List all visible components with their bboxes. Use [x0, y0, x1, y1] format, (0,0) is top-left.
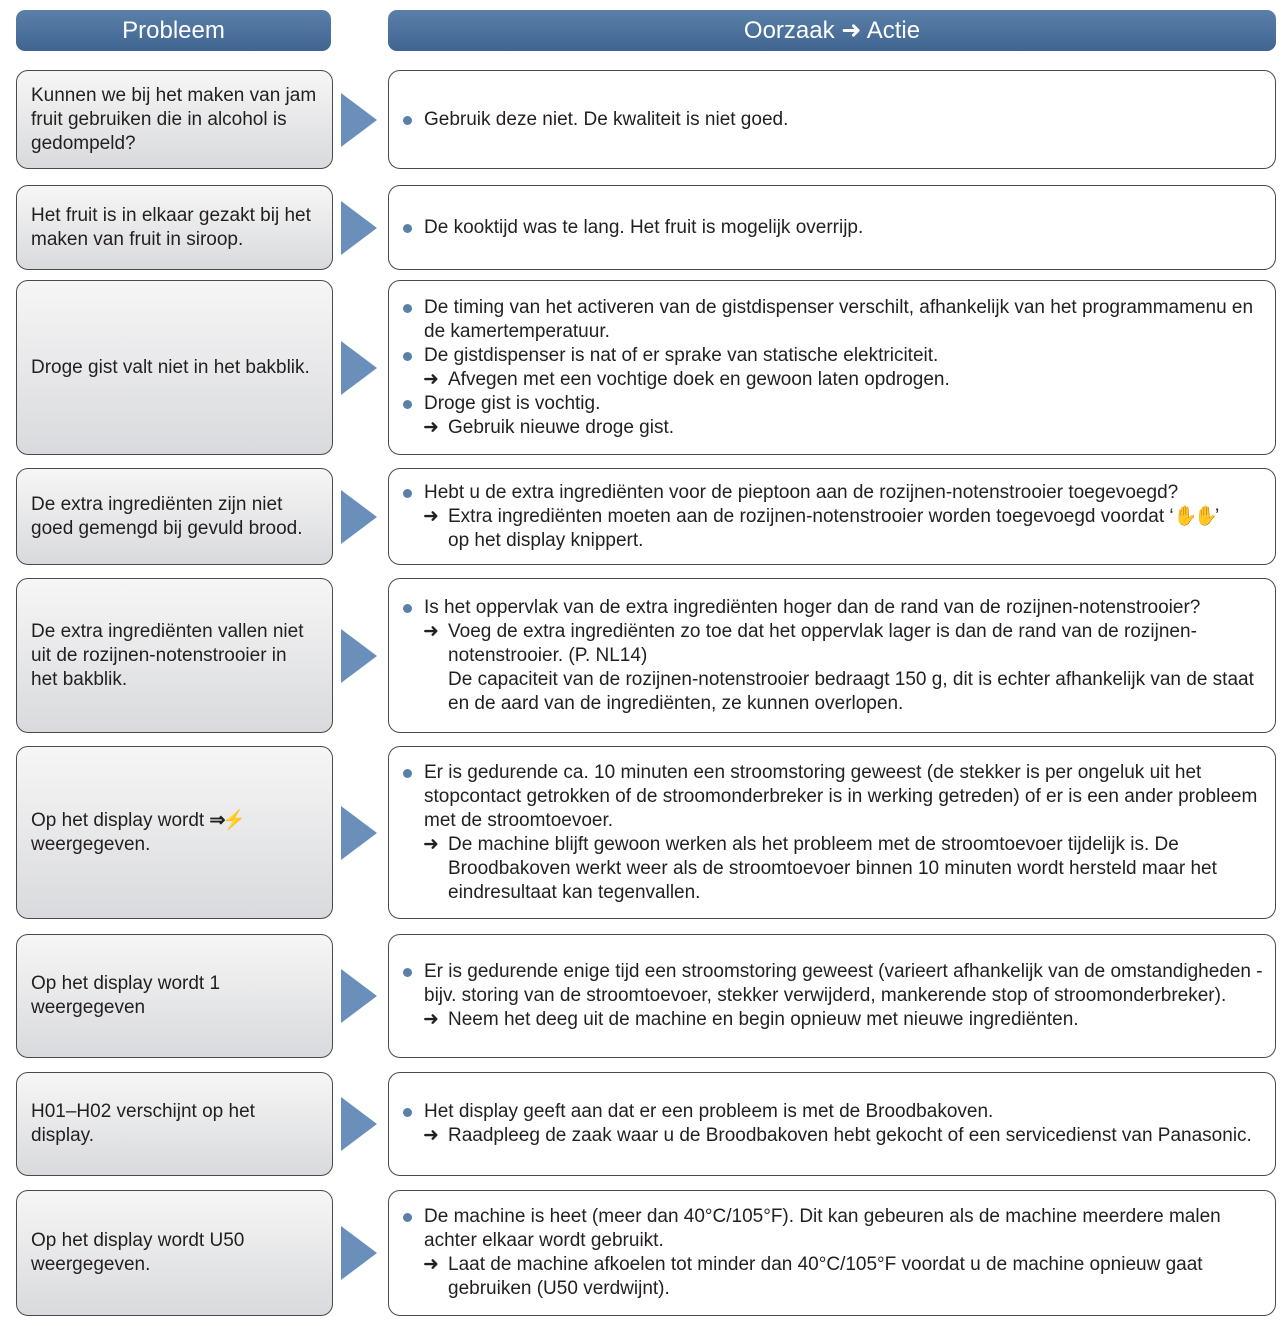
cause-action-cell [388, 70, 1276, 169]
problem-text: De extra ingrediënten zijn niet goed gemengd bij gevuld brood. [31, 493, 303, 539]
hands-icon: ✋✋ [1173, 505, 1215, 527]
problem-cell [16, 934, 333, 1058]
table-row [0, 578, 1284, 733]
table-row [0, 746, 1284, 919]
problem-text: De extra ingrediënten vallen niet uit de rozijnen-notenstrooier in het bakblik. [31, 620, 304, 690]
action-text: De machine blijft gewoon werken als het probleem met de stroomtoevoer tijdelijk is. De Broodbakoven werkt weer als de stroomtoevoer binnen 10 minuten wordt hersteld maar het eindresultaat kan tegenvallen. [448, 833, 1217, 903]
table-row [0, 468, 1284, 565]
problem-cell [16, 468, 333, 565]
bullet-icon [403, 116, 412, 125]
problem-text: Kunnen we bij het maken van jam fruit gebruiken die in alcohol is gedompeld? [31, 84, 317, 154]
triangle-arrow-icon [341, 969, 377, 1023]
triangle-arrow-icon [341, 629, 377, 683]
action-text: Laat de machine afkoelen tot minder dan 40°C/105°F voordat u de machine opnieuw gaat gebruiken (U50 verdwijnt). [448, 1254, 1203, 1299]
cause-action-cell [388, 746, 1276, 919]
bullet-icon [403, 769, 412, 778]
action-item [401, 416, 1265, 440]
cause-item [401, 761, 1265, 833]
cause-action-cell [388, 468, 1276, 565]
action-text: Extra ingrediënten moeten aan de rozijnen-notenstrooier worden toegevoegd voordat ‘ [448, 505, 1174, 527]
action-item [401, 505, 1265, 529]
table-row [0, 1072, 1284, 1176]
cause-action-cell [388, 934, 1276, 1058]
bullet-icon [403, 304, 412, 313]
cause-action-cell [388, 578, 1276, 733]
action-text: Voeg de extra ingrediënten zo toe dat het oppervlak lager is dan de rand van de rozijnen-notenstrooier. (P. NL14) [448, 620, 1197, 666]
cause-item [401, 596, 1265, 620]
action-continuation: op het display knippert. [448, 529, 644, 551]
action-arrow-icon: ➜ [423, 416, 439, 438]
problem-cell [16, 185, 333, 270]
problem-text [31, 809, 243, 857]
cause-item [401, 1205, 1265, 1253]
table-row [0, 280, 1284, 455]
action-arrow-icon: ➜ [423, 505, 439, 527]
problem-text-start: Op het display wordt [31, 809, 205, 831]
action-arrow-icon: ➜ [423, 620, 439, 642]
triangle-arrow-icon [341, 1226, 377, 1280]
cause-item [401, 960, 1265, 1008]
action-item [401, 368, 1265, 392]
power-failure-icon: ⇒⚡ [209, 809, 244, 831]
cause-text: Droge gist is vochtig. [424, 392, 601, 414]
problem-text: Droge gist valt niet in het bakblik. [31, 356, 310, 378]
bullet-icon [403, 352, 412, 361]
triangle-arrow-icon [341, 806, 377, 860]
cause-text: Er is gedurende enige tijd een stroomstoring geweest (varieert afhankelijk van de omstandigheden - bijv. storing van de stroomtoevoer, stekker verwijderd, mankerende stop of stroomonderbreker). [424, 961, 1263, 1006]
triangle-arrow-icon [341, 201, 377, 255]
problem-cell [16, 578, 333, 733]
problem-text-end: weergegeven. [31, 833, 151, 855]
cause-text: Is het oppervlak van de extra ingrediënten hoger dan de rand van de rozijnen-notenstrooier? [424, 596, 1201, 618]
cause-text: Er is gedurende ca. 10 minuten een stroomstoring geweest (de stekker is per ongeluk uit het stopcontact getrokken of de stroomonderbreker is in werking getreden) of er is een ander probleem met de stroomtoevoer. [424, 761, 1258, 831]
action-arrow-icon: ➜ [423, 368, 439, 390]
action-item [401, 1008, 1265, 1032]
cause-item [401, 481, 1265, 505]
action-text: Raadpleeg de zaak waar u de Broodbakoven hebt gekocht of een servicedienst van Panasonic. [448, 1125, 1252, 1146]
action-item [401, 620, 1265, 668]
triangle-arrow-icon [341, 93, 377, 147]
problem-text: Het fruit is in elkaar gezakt bij het maken van fruit in siroop. [31, 204, 311, 250]
header-cause-action: Oorzaak ➜ Actie [388, 10, 1276, 51]
table-row [0, 1190, 1284, 1316]
cause-item [401, 108, 1265, 132]
action-arrow-icon: ➜ [423, 1125, 439, 1146]
cause-text: De timing van het activeren van de gistdispenser verschilt, afhankelijk van het programmamenu en de kamertemperatuur. [424, 296, 1254, 342]
cause-item [401, 344, 1265, 368]
action-item [401, 833, 1265, 905]
action-text: Afvegen met een vochtige doek en gewoon laten opdrogen. [448, 368, 950, 390]
action-item [401, 1253, 1265, 1301]
bullet-icon [403, 224, 412, 233]
action-text: Neem het deeg uit de machine en begin opnieuw met nieuwe ingrediënten. [448, 1009, 1079, 1030]
bullet-icon [403, 400, 412, 409]
triangle-arrow-icon [341, 341, 377, 395]
cause-action-cell [388, 1190, 1276, 1316]
action-continuation: De capaciteit van de rozijnen-notenstrooier bedraagt 150 g, dit is echter afhankelijk van de staat en de aard van de ingrediënten, ze kunnen overlopen. [448, 668, 1254, 714]
cause-action-cell [388, 185, 1276, 270]
table-row [0, 934, 1284, 1058]
table-row [0, 70, 1284, 169]
bullet-icon [403, 604, 412, 613]
cause-item [401, 216, 1265, 240]
bullet-icon [403, 1108, 412, 1117]
action-arrow-icon: ➜ [423, 833, 439, 855]
problem-cell [16, 1072, 333, 1176]
cause-item [401, 1100, 1265, 1124]
action-arrow-icon: ➜ [423, 1009, 439, 1030]
problem-cell [16, 746, 333, 919]
cause-text: De kooktijd was te lang. Het fruit is mogelijk overrijp. [424, 216, 864, 238]
triangle-arrow-icon [341, 1097, 377, 1151]
problem-cell [16, 1190, 333, 1316]
problem-cell [16, 70, 333, 169]
action-item [401, 1124, 1265, 1148]
cause-item [401, 296, 1265, 344]
action-text: Gebruik nieuwe droge gist. [448, 416, 675, 438]
bullet-icon [403, 968, 412, 977]
action-text-end: ’ [1214, 505, 1220, 527]
cause-text: De machine is heet (meer dan 40°C/105°F). Dit kan gebeuren als de machine meerdere malen achter elkaar wordt gebruikt. [424, 1206, 1221, 1251]
problem-cell [16, 280, 333, 455]
bullet-icon [403, 1213, 412, 1222]
cause-action-cell [388, 1072, 1276, 1176]
action-arrow-icon: ➜ [423, 1254, 439, 1275]
triangle-arrow-icon [341, 490, 377, 544]
table-row [0, 185, 1284, 270]
cause-text: Gebruik deze niet. De kwaliteit is niet goed. [424, 108, 789, 130]
problem-text: Op het display wordt U50 weergegeven. [31, 1230, 245, 1275]
cause-item [401, 392, 1265, 416]
problem-text: H01–H02 verschijnt op het display. [31, 1101, 255, 1146]
cause-text: De gistdispenser is nat of er sprake van statische elektriciteit. [424, 344, 939, 366]
bullet-icon [403, 489, 412, 498]
cause-text: Hebt u de extra ingrediënten voor de pieptoon aan de rozijnen-notenstrooier toegevoegd? [424, 481, 1179, 503]
cause-action-cell [388, 280, 1276, 455]
header-problem: Probleem [16, 10, 331, 51]
problem-text: Op het display wordt 1 weergegeven [31, 973, 221, 1018]
cause-text: Het display geeft aan dat er een probleem is met de Broodbakoven. [424, 1101, 994, 1122]
